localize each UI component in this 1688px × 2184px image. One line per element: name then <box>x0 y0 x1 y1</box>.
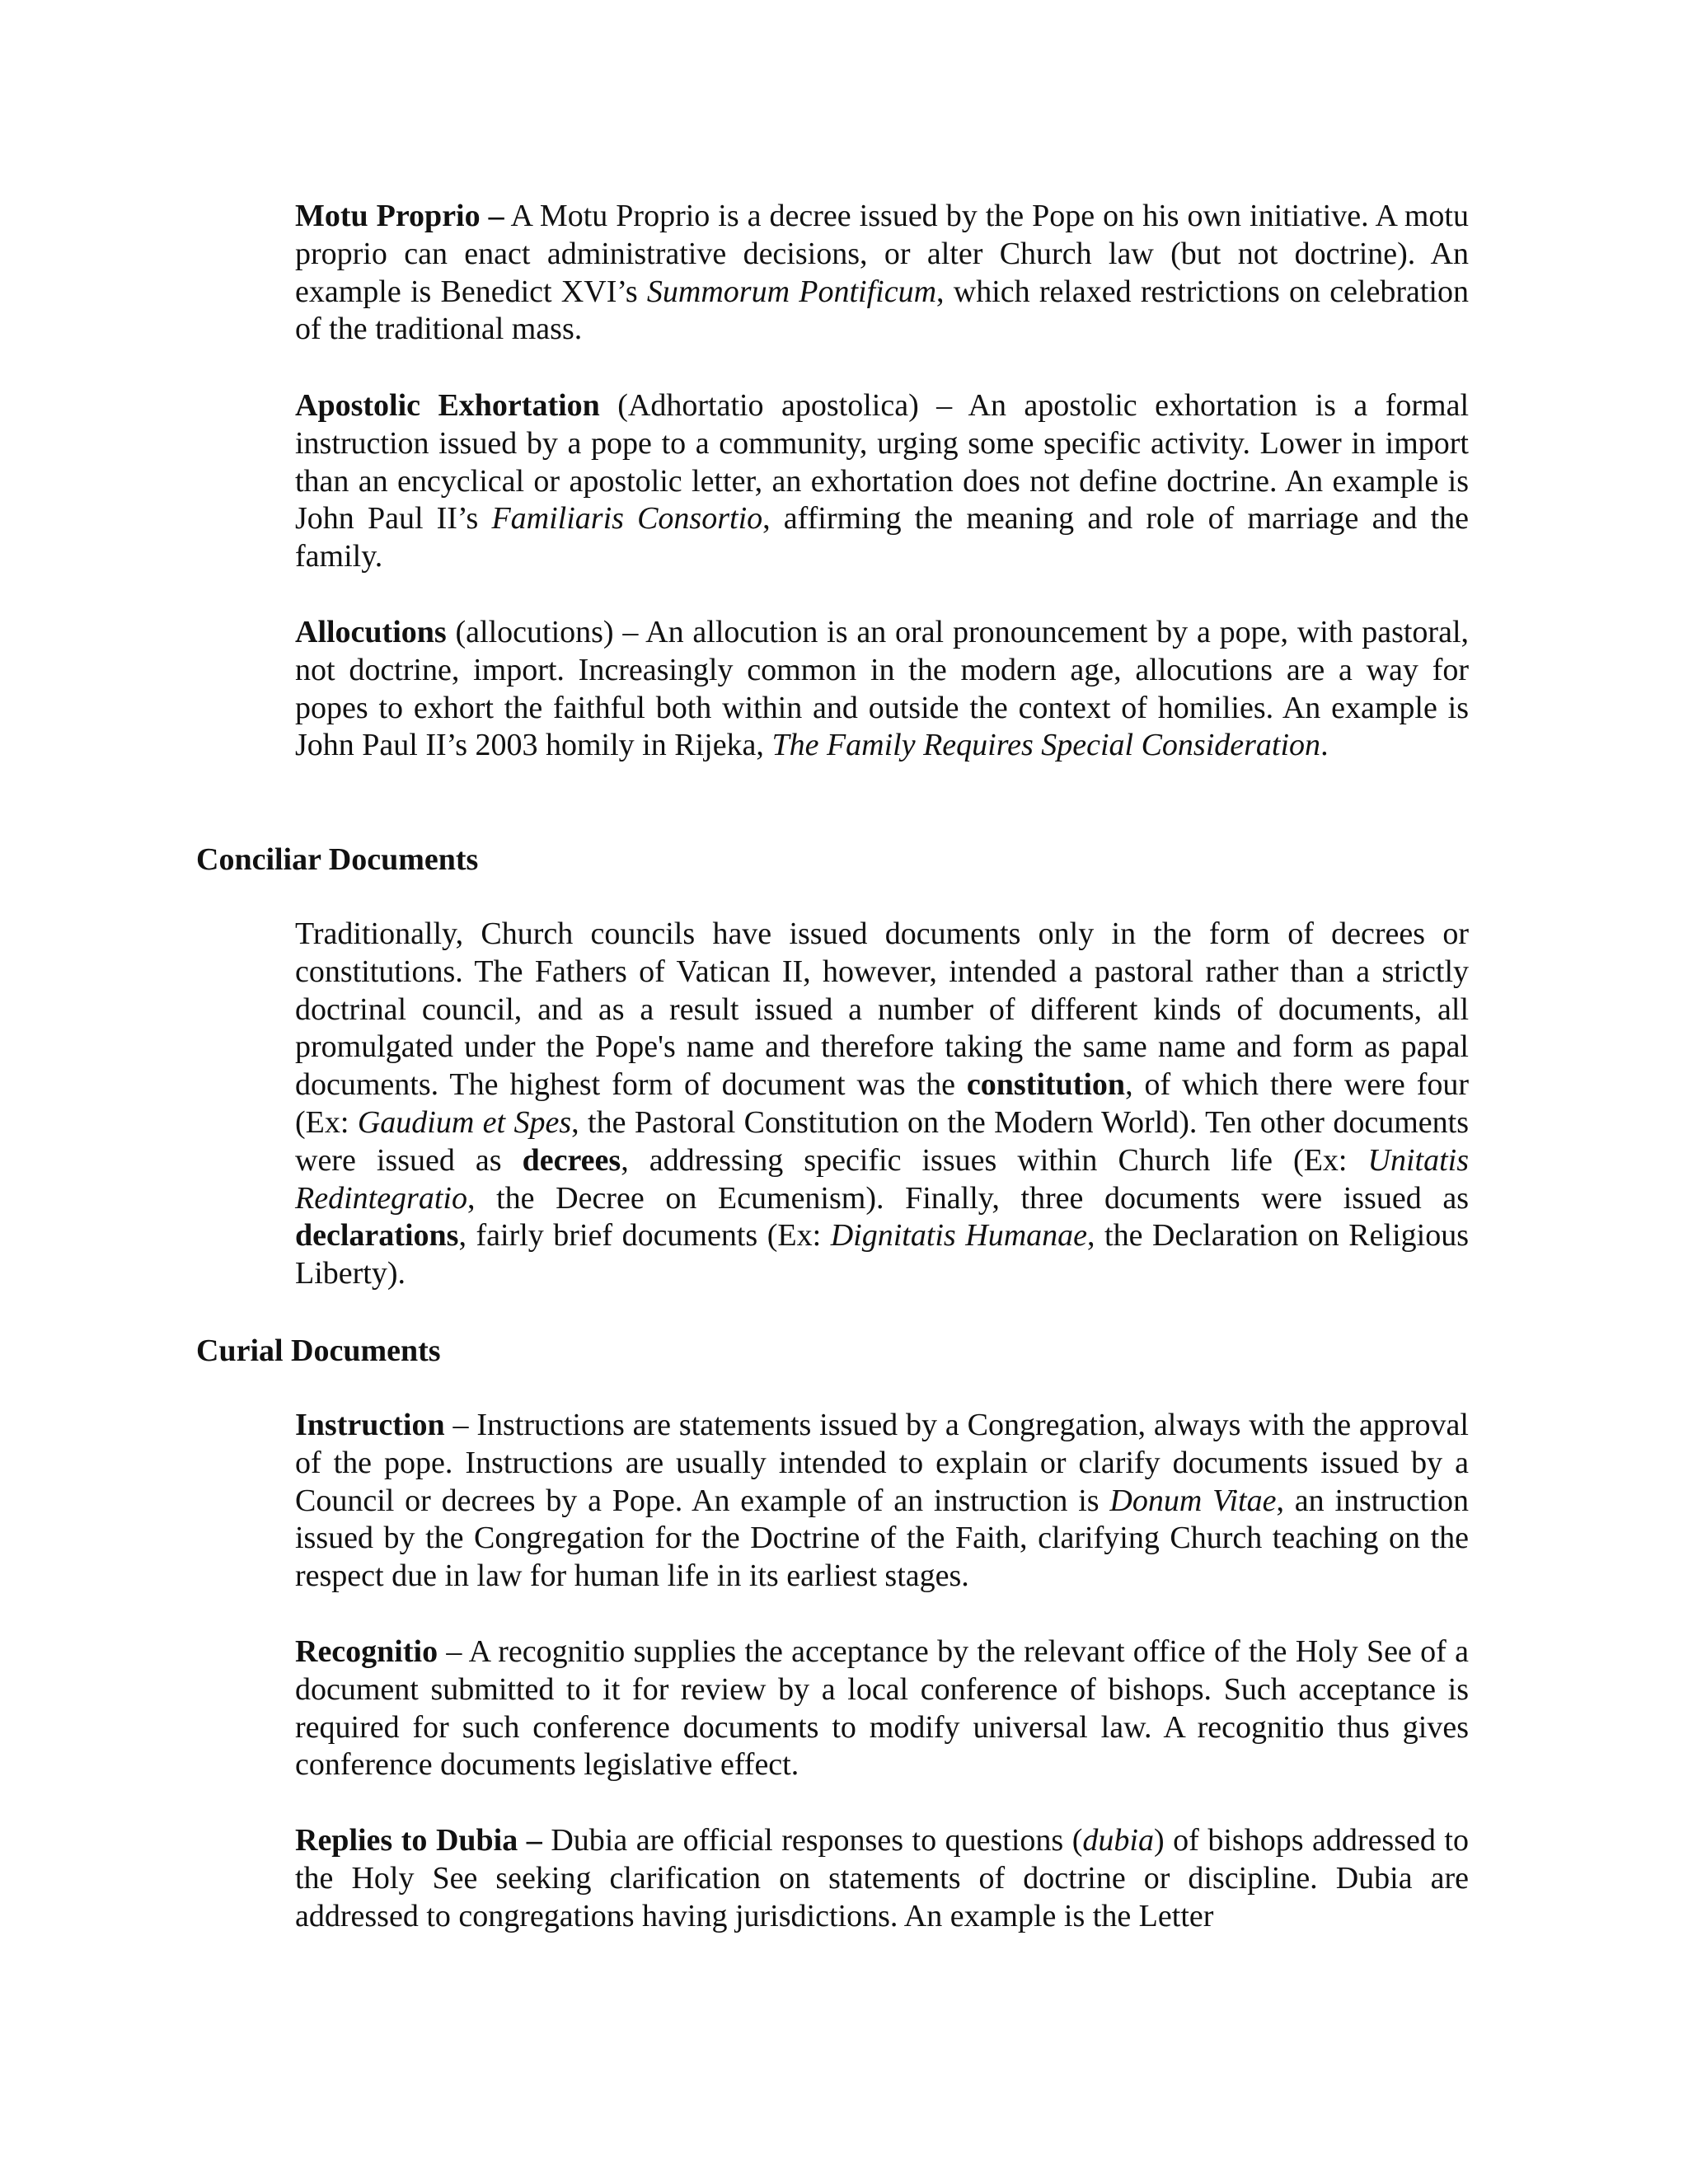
entry-text: (Adhortatio apostolica) – An apostolic exhortation is a formal instruction issued by a pope to a community, urging some specific activity. Lower in import than an encyclical or apostolic letter, an exhortation does not define doctrine. An example is John Paul II’s <box>295 388 1469 537</box>
entry-apostolic-exhortation <box>295 387 1469 576</box>
example-title: Gaudium et Spes <box>357 1104 572 1140</box>
entry-text: , affirming the meaning and role of marriage and the family. <box>295 501 1470 574</box>
example-title: The Family Requires Special Consideration <box>771 728 1321 763</box>
entry-allocutions <box>295 614 1469 765</box>
bold-term: declarations <box>295 1218 459 1254</box>
bold-term: decrees <box>522 1142 621 1178</box>
entry-text: ) of bishops addressed to the Holy See seeking clarification on statements of doctrine or discipline. Dubia are addressed to congregations having jurisdictions. An example is the Letter <box>295 1823 1469 1933</box>
entry-text: (allocutions) – An allocution is an oral pronouncement by a pope, with pastoral, not doctrine, import. Increasingly common in the modern age, allocutions are a way for popes to exhort the faithful both within and outside the context of homilies. An example is John Paul II’s 2003 homily in Rijeka, <box>295 615 1469 763</box>
entry-text: – Instructions are statements issued by a Congregation, always with the approval of the pope. Instructions are usually intended to explain or clarify documents issued by a Council or decrees by a Pope. An example of an instruction is <box>295 1408 1469 1518</box>
example-title: Dignitatis Humanae <box>830 1218 1088 1254</box>
entry-text: A Motu Proprio is a decree issued by the Pope on his own initiative. A motu proprio can enact administrative decisions, or alter Church law (but not doctrine). An example is Benedict XVI’s <box>295 199 1469 309</box>
term-motu-proprio: Motu Proprio – <box>295 199 504 233</box>
paragraph-text: , fairly brief documents (Ex: <box>458 1218 831 1254</box>
paragraph-text: , the Declaration on Religious Liberty). <box>295 1218 1469 1291</box>
entry-text: – A recognitio supplies the acceptance by the relevant office of the Holy See of a document submitted to it for review by a local conference of bishops. Such acceptance is required for such conference documents to modify universal law. A recognitio thus gives conference documents legislative effect. <box>295 1634 1469 1783</box>
paragraph-text: Traditionally, Church councils have issued documents only in the form of decrees or constitutions. The Fathers of Vatican II, however, intended a pastoral rather than a strictly doctrinal council, and as a result issued a number of different kinds of documents, all promulgated under the Pope's name and therefore taking the same name and form as papal documents. The highest form of document was the <box>295 916 1469 1103</box>
paragraph-text: , the Pastoral Constitution on the Modern World). Ten other documents were issued as <box>295 1104 1469 1178</box>
heading-curial-documents: Curial Documents <box>196 1333 441 1368</box>
entry-instruction <box>295 1407 1469 1596</box>
term-apostolic-exhortation: Apostolic Exhortation <box>295 388 600 423</box>
example-title: Familiaris Consortio <box>491 501 763 537</box>
entry-text: . <box>1320 728 1329 763</box>
entry-replies-to-dubia <box>295 1822 1469 1935</box>
term-recognitio: Recognitio <box>295 1634 438 1669</box>
entry-text: , an instruction issued by the Congregation for the Doctrine of the Faith, clarifying Church teaching on the respect due in law for human life in its earliest stages. <box>295 1483 1470 1594</box>
entry-recognitio <box>295 1633 1469 1784</box>
paragraph-text: , the Decree on Ecumenism). Finally, three documents were issued as <box>467 1180 1469 1216</box>
term-allocutions: Allocutions <box>295 615 447 649</box>
entry-text: , which relaxed restrictions on celebration of the traditional mass. <box>295 274 1469 347</box>
term-replies-to-dubia: Replies to Dubia – <box>295 1823 542 1858</box>
example-title: Donum Vitae <box>1109 1483 1277 1518</box>
bold-term: constitution <box>966 1067 1126 1103</box>
paragraph-text: , of which there were four (Ex: <box>295 1067 1469 1140</box>
example-term: dubia <box>1082 1823 1154 1858</box>
paragraph-conciliar <box>295 916 1469 1293</box>
example-title: Unitatis Redintegratio <box>295 1142 1469 1216</box>
example-title: Summorum Pontificum <box>646 274 937 309</box>
term-instruction: Instruction <box>295 1408 445 1442</box>
entry-text: Dubia are official responses to questions ( <box>542 1823 1083 1858</box>
entry-motu-proprio <box>295 198 1469 349</box>
heading-conciliar-documents: Conciliar Documents <box>196 842 479 877</box>
paragraph-text: , addressing specific issues within Church life (Ex: <box>621 1142 1368 1178</box>
